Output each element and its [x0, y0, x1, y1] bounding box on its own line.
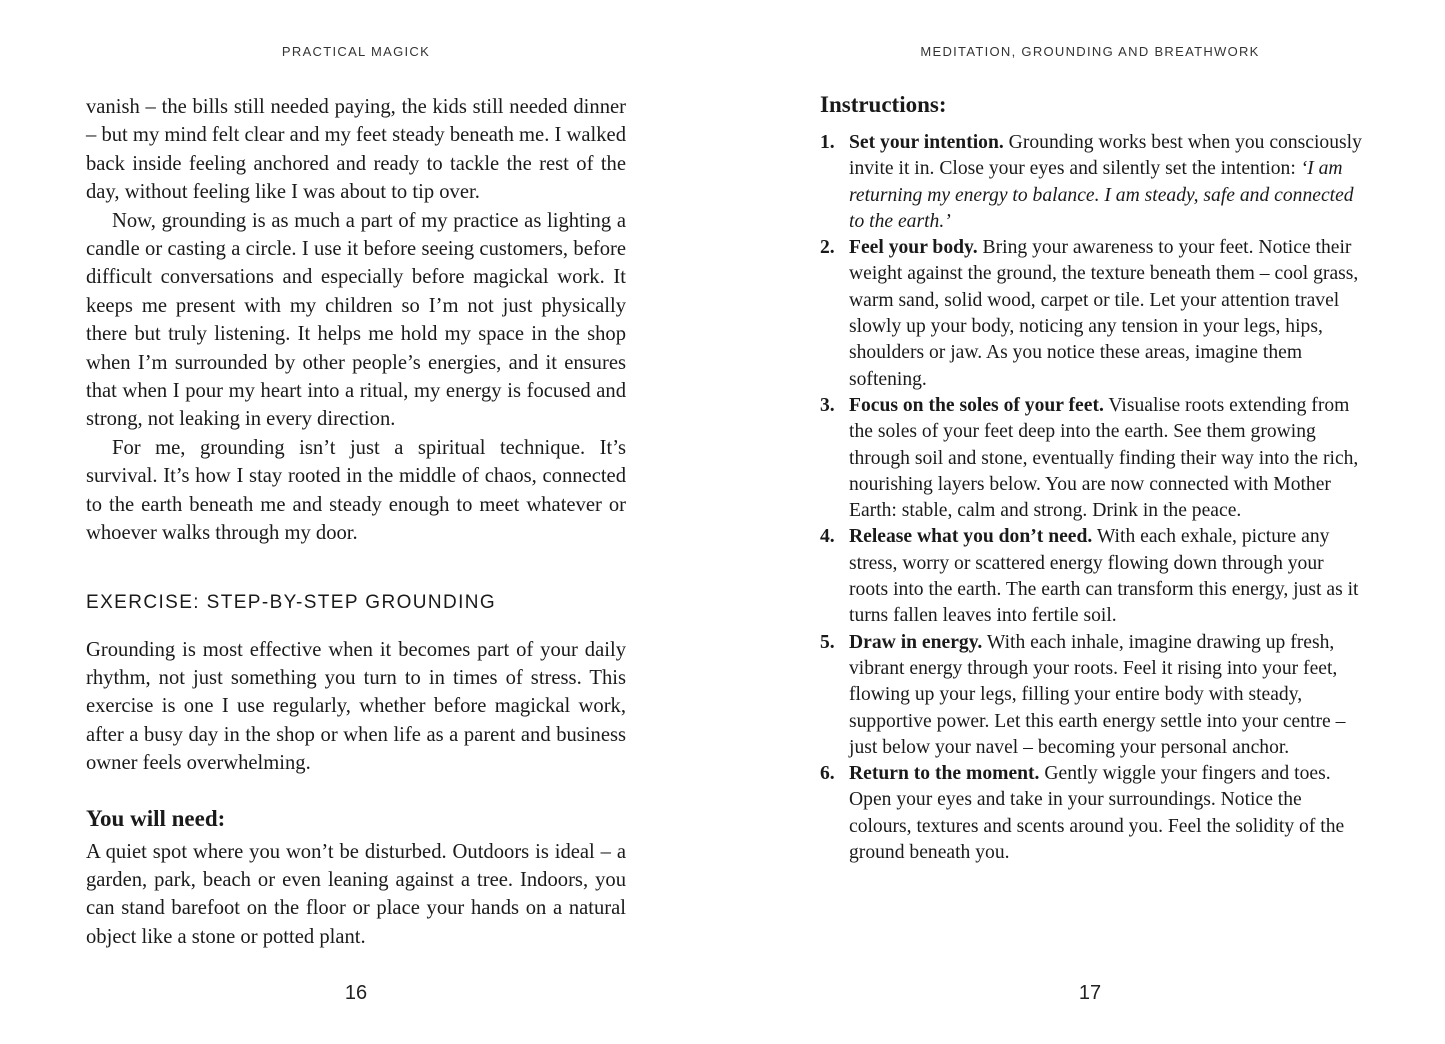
step-text: Grounding works best when you consciously invite it in. Close your eyes and silently set the intention:	[849, 132, 1362, 180]
step-number: 5.	[820, 631, 835, 653]
body-paragraph: For me, grounding isn’t just a spiritual technique. It’s survival. It’s how I stay rooted in the middle of chaos, connected to the earth beneath me and steady enough to meet whatever or whoever walks through my door.	[86, 436, 626, 545]
step-item	[820, 393, 1362, 524]
page-number-left: 16	[344, 982, 368, 1004]
body-paragraph: Now, grounding is as much a part of my practice as lighting a candle or casting a circle. I use it before seeing customers, before difficult conversations and especially before magickal work. It keeps me present with my children so I’m not just physically there but truly listening. It helps me hold my space in the shop when I’m surrounded by other people’s energies, and it ensures that when I pour my heart into a ritual, my energy is focused and strong, not leaking in every direction.	[86, 209, 626, 431]
step-item	[820, 130, 1362, 235]
instruction-steps	[820, 130, 1362, 866]
step-item	[820, 524, 1362, 629]
step-quote: ‘I am returning my energy to balance. I am steady, safe and connected to the earth.’	[849, 158, 1354, 232]
left-page	[0, 0, 722, 1044]
exercise-intro: Grounding is most effective when it becomes part of your daily rhythm, not just something you turn to in times of stress. This exercise is one I use regularly, whether before magickal work, after a busy day in the shop or when life as a parent and business owner feels overwhelming.	[86, 638, 626, 775]
instructions-heading: Instructions:	[820, 92, 947, 117]
step-title: Feel your body.	[849, 237, 978, 259]
step-number: 2.	[820, 237, 835, 259]
step-number: 3.	[820, 394, 835, 416]
step-text: Gently wiggle your fingers and toes. Open your eyes and take in your surroundings. Notice the colours, textures and scents around you. Feel the solidity of the ground beneath you.	[849, 763, 1345, 864]
step-title: Release what you don’t need.	[849, 526, 1093, 548]
right-page	[722, 0, 1445, 1044]
step-number: 6.	[820, 763, 835, 785]
step-text: Bring your awareness to your feet. Notice their weight against the ground, the texture beneath them – cool grass, warm sand, solid wood, carpet or tile. Let your attention travel slowly up your body, noticing any tension in your legs, hips, shoulders or jaw. As you notice these areas, imagine them softening.	[849, 237, 1359, 390]
step-item	[820, 761, 1362, 866]
step-item	[820, 630, 1362, 761]
right-page-body	[820, 90, 1362, 866]
step-text: Visualise roots extending from the soles of your feet deep into the earth. See them growing through soil and stone, eventually finding their way into the rich, nourishing layers below. You are now connected with Mother Earth: stable, calm and strong. Drink in the peace.	[849, 394, 1359, 522]
step-title: Draw in energy.	[849, 631, 983, 653]
step-title: Focus on the soles of your feet.	[849, 394, 1104, 416]
body-paragraph: vanish – the bills still needed paying, the kids still needed dinner – but my mind felt clear and my feet steady beneath me. I walked back inside feeling anchored and ready to tackle the rest of the day, without feeling like I was about to tip over.	[86, 96, 626, 204]
step-number: 4.	[820, 526, 835, 548]
step-text: With each exhale, picture any stress, worry or scattered energy flowing down through your roots into the earth. The earth can transform this energy, just as it turns fallen leaves into fertile soil.	[849, 526, 1359, 627]
running-head-left: PRACTICAL MAGICK	[281, 44, 431, 59]
left-page-body	[86, 93, 626, 951]
step-text: With each inhale, imagine drawing up fresh, vibrant energy through your roots. Feel it rising into your feet, flowing up your legs, filling your entire body with steady, supportive power. Let this earth energy settle into your centre – just below your navel – becoming your personal anchor.	[849, 631, 1346, 758]
you-will-need-heading: You will need:	[86, 805, 226, 831]
running-head-right: MEDITATION, GROUNDING AND BREATHWORK	[920, 44, 1260, 59]
step-number: 1.	[820, 132, 835, 153]
step-item	[820, 235, 1362, 393]
step-title: Set your intention.	[849, 132, 1004, 153]
exercise-heading: EXERCISE: STEP-BY-STEP GROUNDING	[86, 591, 497, 613]
page-number-right: 17	[1078, 982, 1102, 1004]
you-will-need-text: A quiet spot where you won’t be disturbed. Outdoors is ideal – a garden, park, beach or even leaning against a tree. Indoors, you can stand barefoot on the floor or place your hands on a natural object like a stone or potted plant.	[86, 840, 626, 948]
step-title: Return to the moment.	[849, 763, 1040, 785]
